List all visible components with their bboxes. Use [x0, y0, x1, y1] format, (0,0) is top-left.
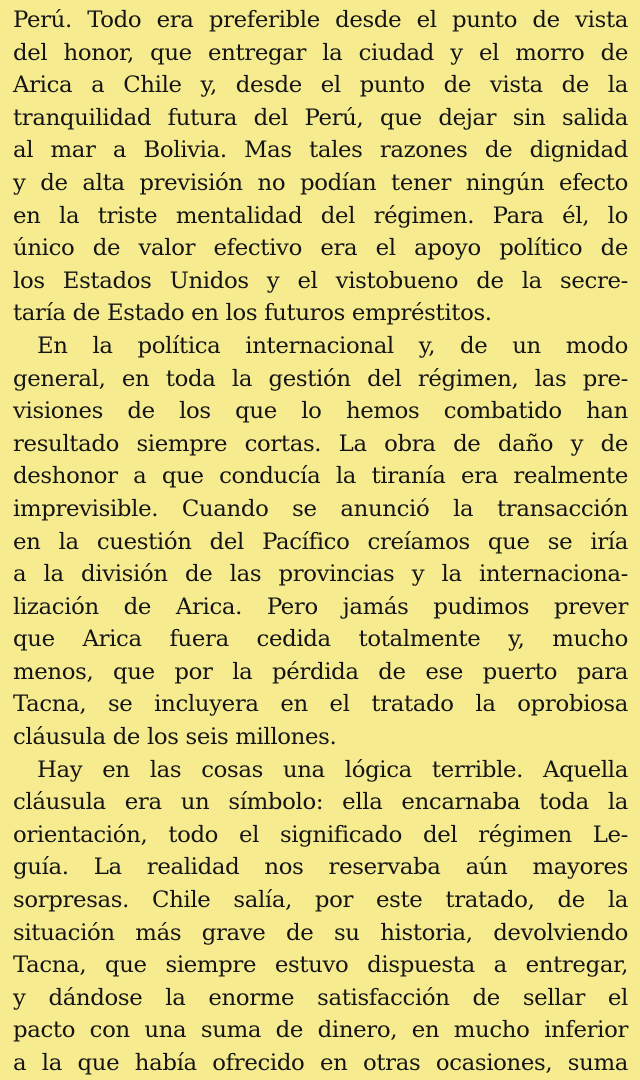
text-line: único de valor efectivo era el apoyo político de — [13, 235, 628, 262]
text-line: al mar a Bolivia. Mas tales razones de dignidad — [13, 137, 628, 164]
text-line: lización de Arica. Pero jamás pudimos prever — [13, 593, 628, 620]
text-line: tranquilidad futura del Perú, que dejar sin salida — [13, 104, 628, 131]
text-line: situación más grave de su historia, devolviendo — [13, 919, 628, 946]
text-line: Tacna, se incluyera en el tratado la oprobiosa — [13, 691, 628, 718]
text-line: Tacna, que siempre estuvo dispuesta a entregar, — [13, 952, 628, 979]
text-line: general, en toda la gestión del régimen, las pre- — [13, 365, 628, 392]
text-line: en la cuestión del Pacífico creíamos que se iría — [13, 528, 628, 555]
text-line: los Estados Unidos y el vistobueno de la secre- — [13, 267, 628, 294]
text-line: resultado siempre cortas. La obra de daño y de — [13, 430, 628, 457]
text-line: Hay en las cosas una lógica terrible. Aquella — [37, 756, 628, 783]
text-line: que Arica fuera cedida totalmente y, mucho — [13, 626, 628, 653]
text-line: y de alta previsión no podían tener ningún efecto — [13, 169, 628, 196]
text-line: visiones de los que lo hemos combatido han — [13, 398, 628, 425]
text-line: cláusula era un símbolo: ella encarnaba toda la — [13, 789, 628, 816]
text-line: del honor, que entregar la ciudad y el morro de — [13, 39, 628, 66]
text-line: y dándose la enorme satisfacción de sellar el — [13, 984, 628, 1011]
text-line: a la que había ofrecido en otras ocasiones, suma — [13, 1050, 628, 1076]
text-line: taría de Estado en los futuros empréstitos. — [13, 300, 492, 327]
text-line: En la política internacional y, de un modo — [37, 332, 628, 359]
text-line: imprevisible. Cuando se anunció la transacción — [13, 495, 628, 522]
text-line: menos, que por la pérdida de ese puerto para — [13, 658, 628, 685]
text-line: a la división de las provincias y la internaciona- — [13, 561, 628, 588]
text-line: Arica a Chile y, desde el punto de vista de la — [13, 72, 628, 99]
text-line: Perú. Todo era preferible desde el punto de vista — [13, 7, 628, 33]
text-line: orientación, todo el significado del régimen Le- — [13, 821, 628, 848]
text-line: sorpresas. Chile salía, por este tratado, de la — [13, 887, 628, 914]
text-line: deshonor a que conducía la tiranía era realmente — [13, 463, 628, 490]
text-line: cláusula de los seis millones. — [13, 724, 337, 751]
paragraph — [13, 4, 628, 330]
paragraph — [13, 754, 628, 1080]
text-line: pacto con una suma de dinero, en mucho inferior — [13, 1017, 628, 1044]
text-line: en la triste mentalidad del régimen. Para él, lo — [13, 202, 628, 229]
text-line: guía. La realidad nos reservaba aún mayores — [13, 854, 628, 881]
paragraph — [13, 330, 628, 754]
